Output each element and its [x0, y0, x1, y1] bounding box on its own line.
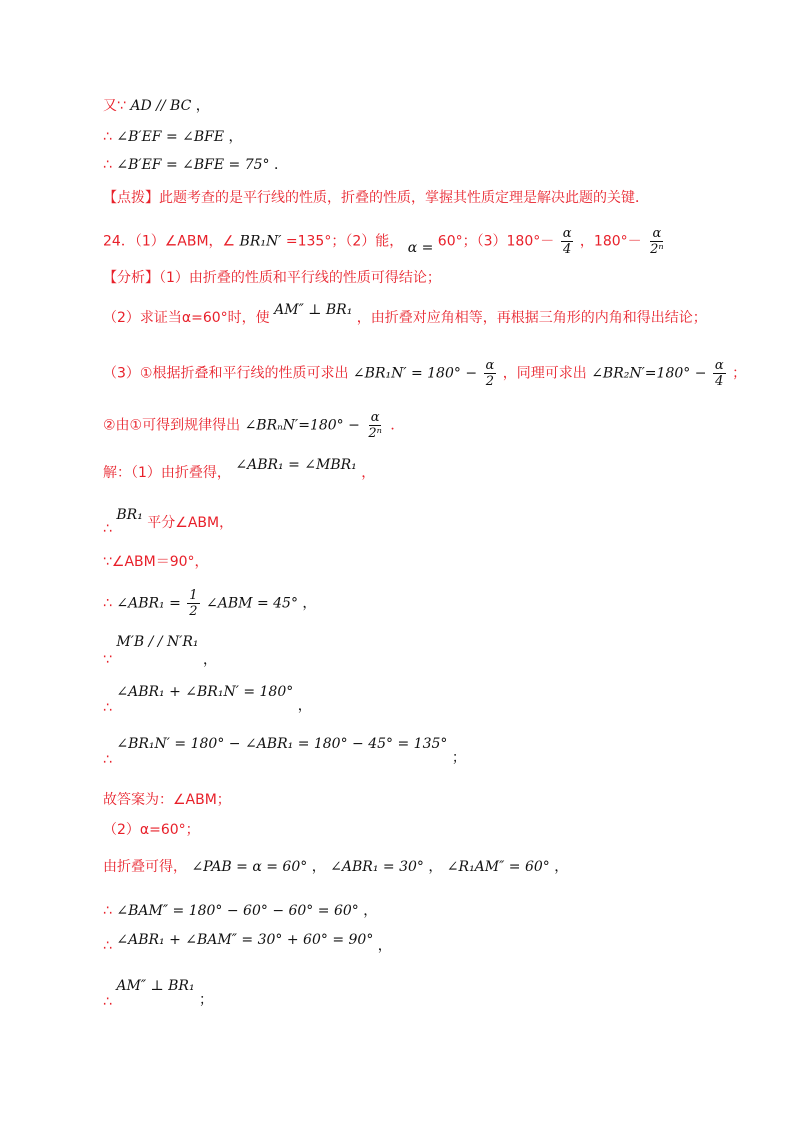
math-expression: ∠ABM = 45°	[206, 595, 298, 612]
math-expression: BR₁N′	[239, 233, 282, 250]
text: 解：（1）由折叠得，	[103, 465, 231, 481]
text-line	[103, 978, 214, 1010]
text-line	[103, 127, 243, 147]
text: ，	[361, 465, 376, 481]
text-line	[103, 684, 312, 716]
math-expression: BR₁	[116, 507, 143, 523]
text: ．	[274, 157, 288, 173]
fraction: $\frac{\alpha}{\text{2ⁿ}}$	[368, 410, 382, 441]
answer-line	[103, 226, 668, 257]
text-line	[103, 96, 210, 116]
math-expression: ∠ABR₁ =	[116, 595, 181, 612]
math-expression: ∠PAB = α = 60°	[191, 859, 308, 875]
fraction: $\frac{1}{2}$	[189, 588, 198, 619]
math-expression: ∠ABR₁ = ∠MBR₁	[235, 457, 357, 473]
text: ，	[377, 938, 392, 954]
text-line	[103, 358, 746, 389]
therefore-symbol: ∴	[103, 129, 112, 145]
text: ，	[297, 698, 312, 714]
text: ，180°－	[579, 233, 642, 250]
text-line	[103, 901, 377, 921]
math-expression: ∠ABR₁ = 30°	[330, 859, 424, 875]
therefore-symbol: ∴	[103, 938, 112, 954]
text: ，同理可求出	[502, 365, 587, 382]
text-line	[103, 507, 234, 537]
text: ，	[203, 652, 217, 668]
therefore-symbol: ∴	[103, 752, 112, 768]
fraction: $\frac{\alpha}{4}$	[562, 226, 572, 257]
text-line: 故答案为：∠ABM；	[103, 792, 231, 808]
text: （2）求证当α=60°时，使	[103, 310, 270, 326]
fraction: $\frac{\alpha}{4}$	[714, 358, 724, 389]
text-line	[103, 410, 404, 441]
math-expression: AM″ ⊥ BR₁	[116, 978, 195, 994]
text-line	[103, 857, 568, 877]
text: ，	[228, 129, 243, 145]
math-expression: ∠ABR₁ + ∠BAM″ = 30° + 60° = 90°	[116, 932, 374, 948]
fraction: $\frac{\alpha}{2}$	[485, 358, 495, 389]
text: 60°；（3）180°－	[437, 233, 555, 250]
therefore-symbol: ∴	[103, 994, 112, 1010]
math-expression: ∠R₁AM″ = 60°	[446, 859, 550, 875]
text: ；	[451, 750, 466, 766]
math-expression: AM″ ⊥ BR₁	[274, 302, 353, 318]
text: ；	[732, 365, 747, 382]
math-expression: ∠BRₙN′=180° −	[244, 417, 360, 434]
text: ；	[199, 992, 214, 1008]
tip-paragraph: 【点拨】此题考查的是平行线的性质，折叠的性质，掌握其性质定理是解决此题的关键．	[103, 190, 649, 206]
therefore-symbol: ∴	[103, 903, 112, 919]
text: ，	[302, 595, 317, 612]
text-line: ∵∠ABM＝90°，	[103, 554, 209, 570]
text-line: （2）α=60°；	[103, 822, 200, 838]
text-line	[103, 634, 217, 668]
text-line	[103, 930, 392, 954]
math-expression: α =	[407, 239, 434, 256]
solution-line	[103, 457, 376, 483]
therefore-symbol: ∴	[103, 157, 112, 173]
text: ，	[311, 859, 326, 875]
text: ，	[195, 98, 210, 114]
math-expression: ∠ABR₁ + ∠BR₁N′ = 180°	[116, 684, 294, 700]
text: ②由①可得到规律得出	[103, 417, 241, 434]
text: （3）①根据折叠和平行线的性质可求出	[103, 365, 349, 382]
math-expression: ∠BR₂N′=180° −	[591, 365, 707, 382]
text: 又∵	[103, 98, 126, 114]
text: ，由折叠对应角相等，再根据三角形的内角和得出结论；	[356, 310, 707, 326]
text: 24．（1）∠ABM，∠	[103, 233, 236, 250]
text: 平分∠ABM，	[147, 515, 234, 531]
text-line	[103, 155, 288, 175]
text: =135°；（2）能，	[285, 233, 404, 250]
text: ．	[390, 417, 405, 434]
therefore-symbol: ∴	[103, 595, 112, 612]
text: ，	[363, 903, 378, 919]
therefore-symbol: ∴	[103, 700, 112, 716]
fraction: $\frac{\alpha}{\text{2ⁿ}}$	[650, 226, 664, 257]
analysis-line: 【分析】（1）由折叠的性质和平行线的性质可得结论；	[103, 270, 441, 286]
text-line	[103, 302, 707, 328]
math-expression: AD // BC	[130, 98, 192, 114]
because-symbol: ∵	[103, 652, 112, 668]
math-expression: ∠BR₁N′ = 180° −	[352, 365, 478, 382]
math-expression: ∠B′EF = ∠BFE = 75°	[116, 157, 270, 173]
text: 由折叠可得，	[103, 859, 187, 875]
math-expression: ∠BAM″ = 180° − 60° − 60° = 60°	[116, 903, 359, 919]
therefore-symbol: ∴	[103, 521, 112, 537]
text: ，	[428, 859, 443, 875]
text-line	[103, 736, 466, 768]
math-expression: M′B / / N′R₁	[116, 634, 199, 650]
text: ，	[554, 859, 569, 875]
text-line	[103, 588, 316, 619]
math-expression: ∠B′EF = ∠BFE	[116, 129, 225, 145]
math-expression: ∠BR₁N′ = 180° − ∠ABR₁ = 180° − 45° = 135°	[116, 736, 448, 752]
